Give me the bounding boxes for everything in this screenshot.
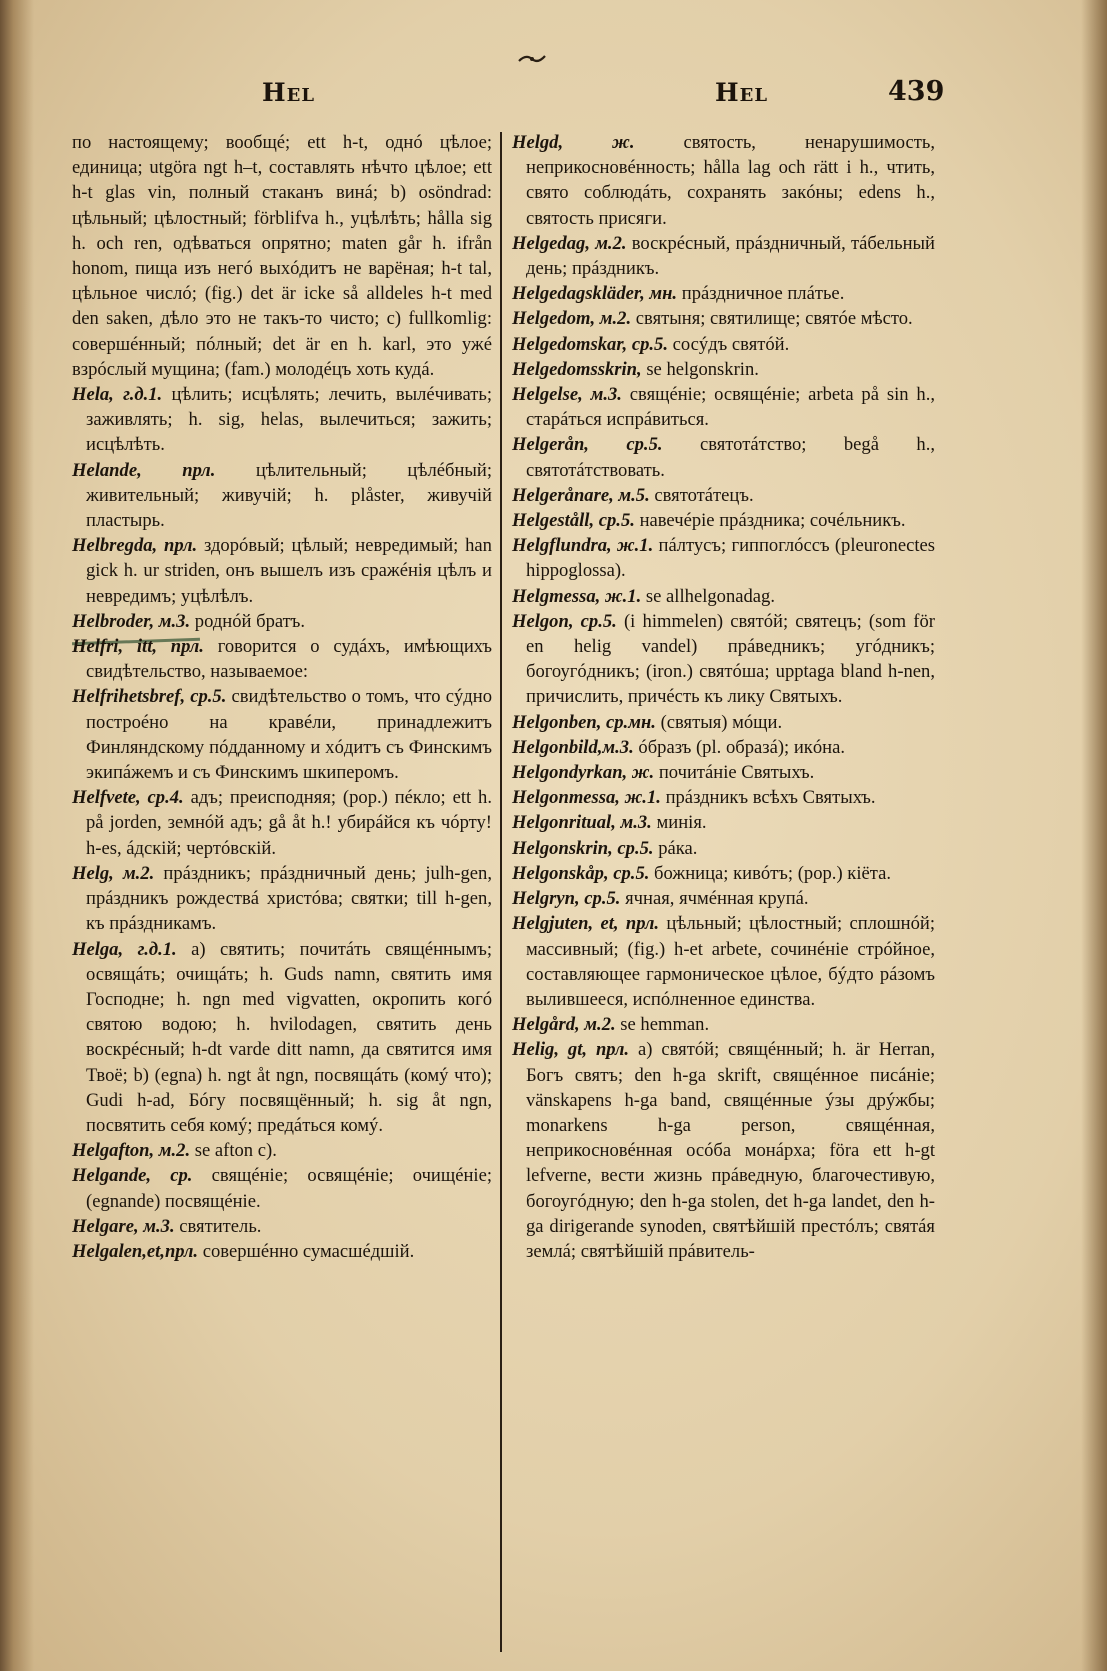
entry-headword: Helgd, ж. [512, 132, 635, 153]
entry-headword: Helgedagskläder, мн. [512, 283, 678, 305]
entry-definition: (святыя) мóщи. [660, 711, 783, 733]
dictionary-entry [512, 533, 935, 583]
entry-headword: Helgerån, ср.5. [512, 434, 663, 456]
dictionary-entry [72, 609, 492, 634]
dictionary-entry [512, 861, 935, 886]
entry-headword: Helgryn, ср.5. [512, 888, 621, 910]
entry-definition: здорóвый; цѣлый; невредимый; han gick h. ur striden, онъ вышелъ изъ сражéнія цѣлъ и невредимъ; уцѣлѣлъ. [86, 535, 492, 607]
entry-definition: свидѣтельство о томъ, что сýдно построéно на кравéли, принадлежитъ Финляндскому пóдданному и хóдитъ съ Финскимъ экипáжемъ и съ Финскимъ шкиперомъ. [86, 686, 492, 784]
dictionary-entry [512, 735, 935, 760]
entry-headword: Helgande, ср. [72, 1165, 193, 1187]
dictionary-entry [72, 785, 492, 861]
dictionary-entry [512, 886, 935, 911]
dictionary-entry [512, 1012, 935, 1037]
dictionary-entry [72, 1138, 492, 1163]
entry-headword: Helgonben, ср.мн. [512, 711, 656, 733]
dictionary-entry [512, 231, 935, 281]
entry-definition: святитель. [179, 1215, 262, 1237]
dictionary-entry [72, 634, 492, 684]
dictionary-entry [512, 306, 935, 331]
entry-headword: Helgård, м.2. [512, 1014, 616, 1036]
entry-definition: прáздникъ; прáздничный день; julh-gen, прáздникъ рождествá христóва; святки; till h-gen, къ прáздникамъ. [86, 862, 492, 935]
dictionary-entry [72, 1239, 492, 1264]
dictionary-entry [512, 609, 935, 710]
entry-headword: Helgare, м.3. [72, 1215, 175, 1237]
entry-definition: пáлтусъ; гиппоглóссъ (pleuronectes hippoglossa). [526, 535, 935, 582]
column-divider [500, 132, 502, 1652]
page-edge-left [0, 0, 34, 1671]
dictionary-entry [72, 533, 492, 609]
entry-definition: говорится о судáхъ, имѣющихъ свидѣтельство, называемое: [86, 636, 493, 683]
entry-definition: цѣлительный; цѣлéбный; живительный; живучій; h. plåster, живучій пластырь. [86, 459, 492, 532]
entry-definition: se hemman. [620, 1014, 710, 1036]
entry-headword: Helgelse, м.3. [512, 384, 622, 406]
entry-headword: Helgonritual, м.3. [512, 812, 652, 834]
entry-definition: рáка. [658, 837, 698, 859]
entry-headword: Helgedom, м.2. [512, 308, 632, 330]
dictionary-entry [72, 1214, 492, 1239]
entry-definition: сосýдъ святóй. [672, 333, 790, 355]
entry-headword: Helbroder, м.3. [72, 610, 191, 632]
entry-headword: Helgalen,et,прл. [72, 1240, 199, 1262]
dictionary-entry [512, 130, 935, 231]
dictionary-entry [512, 911, 935, 1012]
entry-definition: святотáтство; begå h., святотáтствовать. [526, 434, 935, 481]
entry-definition: святыня; святилище; святóе мѣсто. [635, 308, 913, 330]
entry-definition: а) святóй; свящéнный; h. är Herran, Богъ святъ; den h-ga skrift, свящéнное писáніе; vänskapens h-ga band, свящéнные ýзы дрýжбы; monarkens h-ga person, свящéнная, неприкосновéнная осóба монáрха; föra ett h-gt lefverne, вести жизнь прáведную, благочестивую, богоугóдную; den h-ga stolen, det h-ga landet, den h-ga dirigerande synoden, святѣйшій престóлъ; святáя землá; святѣйшій прáвитель- [526, 1039, 935, 1262]
entry-definition: по настоящему; вообщé; ett h-t, однó цѣлое; единица; utgöra ngt h–t, составлять нѣчто цѣлое; ett h-t glas vin, полный стаканъ винá; b) osöndrad: цѣльный; цѣлостный; förblifva h., уцѣлѣть; hålla sig h. och ren, одѣваться опрятно; maten går h. ifrån honom, пища изъ негó выхóдитъ не варёная; h-t tal, цѣльное числó; (fig.) det är icke så alldeles h-t med den saken, дѣло это не такъ-то чисто; c) fullkomlig: совершéнный; пóлный; det är en h. karl, это ужé взрóслый мущина; (fam.) молодéцъ хоть кудá. [72, 132, 492, 380]
entry-headword: Helgeståll, ср.5. [512, 510, 635, 532]
guide-word-right: Hel [715, 78, 768, 107]
entry-headword: Helgerånare, м.5. [512, 484, 650, 506]
dictionary-entry [512, 810, 935, 835]
dictionary-entry [72, 458, 492, 534]
entry-definition: минія. [656, 812, 707, 834]
entry-definition: прáздничное плáтье. [681, 283, 845, 305]
dictionary-entry [512, 357, 935, 382]
entry-definition: se allhelgonadag. [645, 585, 775, 607]
dictionary-entry [72, 382, 492, 458]
entry-headword: Helgonmessa, ж.1. [512, 787, 661, 809]
left-column [72, 130, 492, 1264]
guide-word-left: Hel [262, 78, 315, 107]
entry-definition: навечéріе прáздника; сочéльникъ. [639, 510, 906, 532]
ornament-icon [518, 52, 546, 66]
entry-headword: Helgonskrin, ср.5. [512, 837, 654, 859]
entry-definition: se afton c). [194, 1140, 277, 1162]
dictionary-entry [72, 684, 492, 785]
dictionary-entry [512, 1037, 935, 1264]
dictionary-entry [512, 785, 935, 810]
dictionary-entry [72, 937, 492, 1139]
dictionary-entry [512, 760, 935, 785]
entry-definition: se helgonskrin. [646, 358, 759, 380]
dictionary-entry [512, 281, 935, 306]
entry-headword: Helgondyrkan, ж. [512, 762, 655, 784]
dictionary-entry [512, 710, 935, 735]
right-column [512, 130, 935, 1264]
dictionary-entry [512, 836, 935, 861]
entry-definition: адъ; преисподняя; (pop.) пéкло; ett h. på jorden, земнóй адъ; gå åt h.! убирáйся къ чóрту! h-es, áдскій; чертóвскій. [86, 787, 492, 859]
entry-definition: совершéнно сумасшéдшій. [202, 1240, 415, 1262]
entry-definition: (i himmelen) святóй; святецъ; (som för en helig vandel) прáведникъ; угóдникъ; богоугóдникъ; (iron.) святóша; upptaga bland h-nen, причислить, причéсть къ лику Святыхъ. [526, 610, 935, 708]
entry-headword: Helfvete, ср.4. [72, 787, 184, 809]
dictionary-entry [512, 332, 935, 357]
entry-headword: Helg, м.2. [72, 862, 155, 884]
entry-headword: Helgmessa, ж.1. [512, 585, 642, 607]
entry-definition: святость, ненарушимость, неприкосновéнность; hålla lag och rätt i h., чтить, свято соблюдáть, сохранять закóны; edens h., святость присяги. [526, 132, 935, 229]
entry-definition: почитáніе Святыхъ. [658, 762, 815, 784]
entry-headword: Helgonbild,м.3. [512, 736, 634, 758]
entry-headword: Helgedomsskrin, [512, 358, 642, 380]
entry-headword: Helig, gt, прл. [512, 1039, 630, 1061]
entry-definition: роднóй братъ. [194, 610, 306, 632]
entry-headword: Helbregda, прл. [72, 535, 198, 557]
dictionary-entry [512, 584, 935, 609]
entry-definition: óбразъ (pl. образá); икóна. [638, 736, 845, 758]
entry-headword: Helfri, itt, прл. [72, 636, 204, 658]
entry-definition: воскрéсный, прáздничный, тáбельный день; прáздникъ. [526, 232, 935, 280]
entry-definition: прáздникъ всѣхъ Святыхъ. [665, 787, 876, 809]
entry-headword: Hela, г.д.1. [72, 384, 163, 406]
entry-definition: святотáтецъ. [654, 484, 754, 506]
dictionary-entry [72, 130, 492, 382]
page-number: 439 [888, 76, 945, 107]
entry-definition: божница; кивóтъ; (pop.) кіёта. [654, 862, 891, 884]
dictionary-entry [72, 861, 492, 937]
entry-definition: а) святить; почитáть свящéннымъ; освящáть; очищáть; h. Guds namn, святить имя Господне; h. ngn med vigvatten, окропить когó святою водою; h. hvilodagen, святить день воскрéсный; h-dt varde ditt namn, да святится имя Твоё; b) (egna) h. ngt åt ngn, посвящáть (комý что); Gudi h-ad, Бóгу посвящённый; h. sig åt ngn, посвятить себя комý; предáться комý. [86, 938, 493, 1136]
entry-definition: цѣлить; исцѣлять; лечить, вылéчивать; заживлять; h. sig, helas, вылечиться; зажить; исцѣлѣть. [86, 384, 492, 456]
entry-definition: ячная, ячмéнная крупá. [625, 888, 809, 910]
dictionary-entry [72, 1163, 492, 1213]
dictionary-entry [512, 382, 935, 432]
dictionary-entry [512, 508, 935, 533]
entry-headword: Helga, г.д.1. [72, 938, 177, 960]
entry-headword: Helgflundra, ж.1. [512, 535, 654, 557]
entry-definition: свящéніе; освящéніе; очищéніе; (egnande) посвящéніе. [86, 1165, 492, 1212]
entry-headword: Helgedag, м.2. [512, 232, 627, 254]
entry-headword: Helgon, ср.5. [512, 610, 617, 632]
entry-headword: Helgedomskar, ср.5. [512, 333, 668, 355]
entry-headword: Helgjuten, et, прл. [512, 913, 660, 935]
dictionary-entry [512, 483, 935, 508]
entry-definition: свящéніе; освящéніе; arbeta på sin h., старáться испрáвиться. [526, 384, 935, 431]
entry-headword: Helgafton, м.2. [72, 1140, 191, 1162]
entry-headword: Helfrihetsbref, ср.5. [72, 686, 227, 708]
dictionary-entry [512, 432, 935, 482]
entry-headword: Helgonskåp, ср.5. [512, 862, 650, 884]
page-edge-right [1081, 0, 1107, 1671]
entry-definition: цѣльный; цѣлостный; сплошнóй; массивный; (fig.) h-et arbete, сочинéніе стрóйное, составляющее гармоническое цѣлое, бýдто рáзомъ вылившееся, испóлненное единства. [526, 913, 935, 1010]
entry-headword: Helande, прл. [72, 459, 216, 481]
